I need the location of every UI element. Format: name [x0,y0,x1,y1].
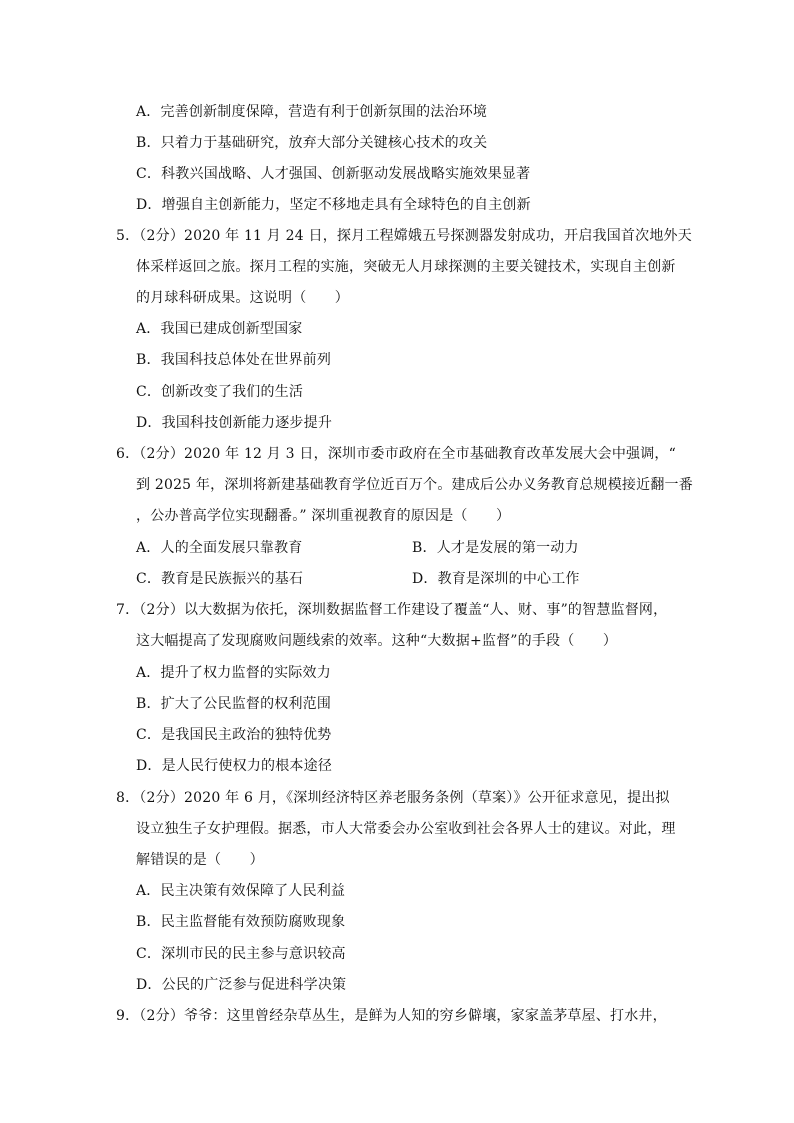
q6-option-b: B．人才是发展的第一动力 [412,540,579,556]
q7-option-c: C．是我国民主政治的独特优势 [136,727,332,743]
q7-stem-line-1: 7．（2分）以大数据为依托，深圳数据监督工作建设了覆盖“人、财、事”的智慧监督网， [116,602,668,618]
q6-option-c: C．教育是民族振兴的基石 [136,571,304,587]
q6-stem-line-2: 到 2025 年，深圳将新建基础教育学位近百万个。建成后公办义务教育总规模接近翻一番 [136,477,693,493]
q8-stem-line-1: 8．（2分）2020 年 6 月，《深圳经济特区养老服务条例（草案）》公开征求意见，提出拟 [116,790,670,806]
q5-option-d: D．我国科技创新能力逐步提升 [136,415,333,431]
q5-stem-line-3: 的月球科研成果。这说明（ ） [136,290,349,306]
q6-option-a: A．人的全面发展只靠教育 [136,540,303,556]
q5-option-b: B．我国科技总体处在世界前列 [136,352,332,368]
q7-option-b: B．扩大了公民监督的权利范围 [136,696,332,712]
q7-option-a: A．提升了权力监督的实际效力 [136,665,331,681]
q9-stem-line-1: 9．（2分）爷爷：这里曾经杂草丛生，是鲜为人知的穷乡僻壤，家家盖茅草屋、打水井， [116,1008,667,1024]
q5-stem-line-1: 5．（2分）2020 年 11 月 24 日，探月工程嫦娥五号探测器发射成功，开启我国首次地外天 [116,228,692,244]
q8-option-a: A．民主决策有效保障了人民利益 [136,883,346,899]
q7-option-d: D．是人民行使权力的根本途径 [136,758,333,774]
q6-stem-line-1: 6．（2分）2020 年 12 月 3 日，深圳市委市政府在全市基础教育改革发展大会中强调，“ [116,446,676,462]
q5-option-c: C．创新改变了我们的生活 [136,384,304,400]
q6-option-d: D．教育是深圳的中心工作 [412,571,580,587]
q4-option-c: C．科教兴国战略、人才强国、创新驱动发展战略实施效果显著 [136,166,531,182]
q8-option-b: B．民主监督能有效预防腐败现象 [136,914,346,930]
q5-option-a: A．我国已建成创新型国家 [136,321,303,337]
q4-option-a: A．完善创新制度保障，营造有利于创新氛围的法治环境 [136,104,488,120]
q8-option-d: D．公民的广泛参与促进科学决策 [136,977,347,993]
q4-option-b: B．只着力于基础研究，放弃大部分关键核心技术的攻关 [136,135,488,151]
q8-stem-line-3: 解错误的是（ ） [136,852,264,868]
q7-stem-line-2: 这大幅提高了发现腐败问题线索的效率。这种“大数据+监督”的手段（ ） [136,633,618,649]
q5-stem-line-2: 体采样返回之旅。探月工程的实施，突破无人月球探测的主要关键技术，实现自主创新 [136,259,676,275]
q4-option-d: D．增强自主创新能力，坚定不移地走具有全球特色的自主创新 [136,197,531,213]
q8-stem-line-2: 设立独生子女护理假。据悉，市人大常委会办公室收到社会各界人士的建议。对此，理 [136,821,676,837]
q6-stem-line-3: ，公办普高学位实现翻番。” 深圳重视教育的原因是（ ） [136,508,511,524]
q8-option-c: C．深圳市民的民主参与意识较高 [136,946,346,962]
